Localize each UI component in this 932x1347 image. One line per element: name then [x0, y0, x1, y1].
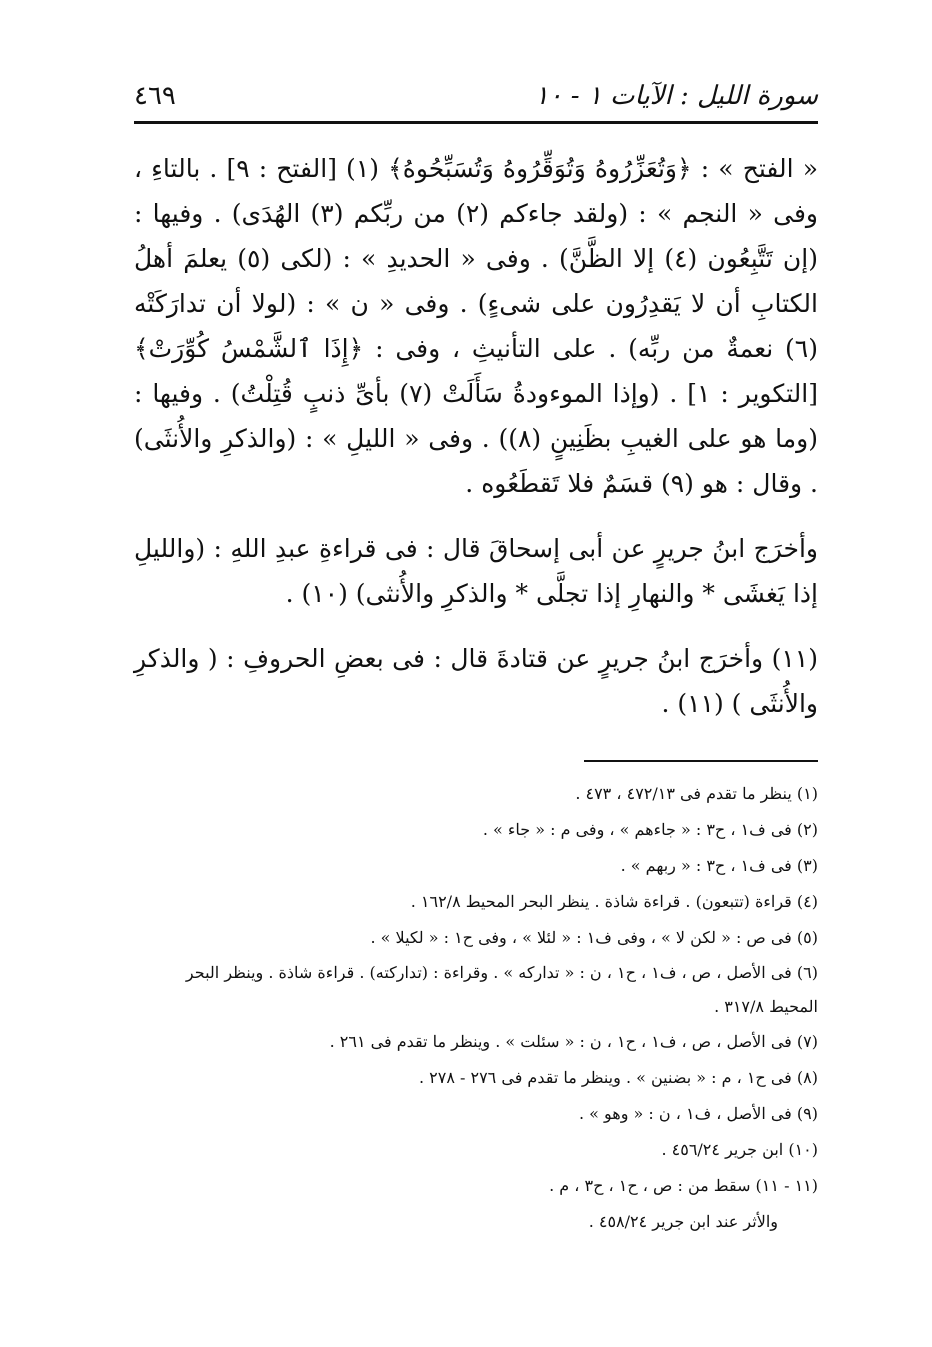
footnote: (١١ - ١١) سقط من : ص ، ح١ ، ح٣ ، م . — [549, 1176, 818, 1195]
paragraph: « الفتح » : ﴿وَتُعَزِّرُوهُ وَتُوَقِّرُوهُ وَتُسَبِّحُوهُ﴾ (١) [الفتح : ٩] . بالتاءِ ، وفى « النجم » : (ولقد جاءكم (٢) من ربِّكم (٣) الهُدَى) . وفيها : (إن تَتَّبِعُون (٤) إلا الظَّنَّ) . وفى « الحديدِ » : (لكى (٥) يعلمَ أهلُ الكتابِ أن لا يَقدِرُون على شىءٍ) . وفى « ن » : (لولا أن تدارَكَتْه (٦) نعمةٌ من ربِّه) . على التأنيثِ ، وفى : ﴿إِذَا ٱلشَّمْسُ كُوِّرَتْ﴾ [التكوير : ١] . (وإذا الموءودةُ سَأَلَتْ (٧) بأىِّ ذنبٍ قُتِلْتُ) . وفيها : (وما هو على الغيبِ بظَنِينٍ (٨)) . وفى « الليلِ » : (والذكرِ والأُنثَى) . وقال : هو (٩) قسَمٌ فلا تَقطَعُوه . — [134, 154, 818, 498]
header-rule — [134, 121, 818, 124]
page-header — [134, 74, 818, 118]
running-title: سورة الليل : الآيات ١ - ١٠ — [534, 81, 818, 111]
footnotes — [134, 776, 818, 1240]
footnote: (٧) فى الأصل ، ص ، ف١ ، ح١ ، ن : « سئلت » . وينظر ما تقدم فى ٢٦١ . — [329, 1032, 818, 1051]
main-text — [134, 146, 818, 726]
footnote: (٨) فى ح١ ، م : « بضنين » . وينظر ما تقدم فى ٢٧٦ - ٢٧٨ . — [418, 1068, 818, 1087]
footnote-continuation: والأثر عند ابن جرير ٤٥٨/٢٤ . — [588, 1212, 778, 1231]
footnote: (٦) فى الأصل ، ص ، ف١ ، ح١ ، ن : « تداركه » . وقراءة : (تداركته) . قراءة شاذة . وينظر البحر المحيط ٣١٧/٨ . — [185, 963, 818, 1016]
footnote: (٥) فى ص : « لكن لا » ، وفى ف١ : « لئلا » ، وفى ح١ : « لكيلا » . — [370, 928, 818, 947]
footnote: (٣) فى ف١ ، ح٣ : « ربهم » . — [620, 856, 818, 875]
footnote: (٢) فى ف١ ، ح٣ : « جاءهم » ، وفى م : « جاء » . — [482, 820, 818, 839]
paragraph: وأخرَج ابنُ جريرٍ عن أبى إسحاقَ قال : فى قراءةِ عبدِ اللهِ : (والليلِ إذا يَغشَى * والنهارِ إذا تجلَّى * والذكرِ والأُنثى) (١٠) . — [134, 534, 818, 608]
footnote: (٩) فى الأصل ، ف١ ، ن : « وهو » . — [578, 1104, 818, 1123]
page-number: ٤٦٩ — [134, 81, 176, 111]
footnote: (١) ينظر ما تقدم فى ٤٧٢/١٣ ، ٤٧٣ . — [575, 784, 818, 803]
footnote: (١٠) ابن جرير ٤٥٦/٢٤ . — [661, 1140, 818, 1159]
footnote-separator — [584, 760, 818, 762]
footnote: (٤) قراءة (تتبعون) . قراءة شاذة . ينظر البحر المحيط ١٦٢/٨ . — [410, 892, 818, 911]
paragraph: (١١) وأخرَج ابنُ جريرٍ عن قتادةَ قال : فى بعضِ الحروفِ : ( والذكرِ والأُنثَى ) (١١) . — [134, 644, 818, 718]
